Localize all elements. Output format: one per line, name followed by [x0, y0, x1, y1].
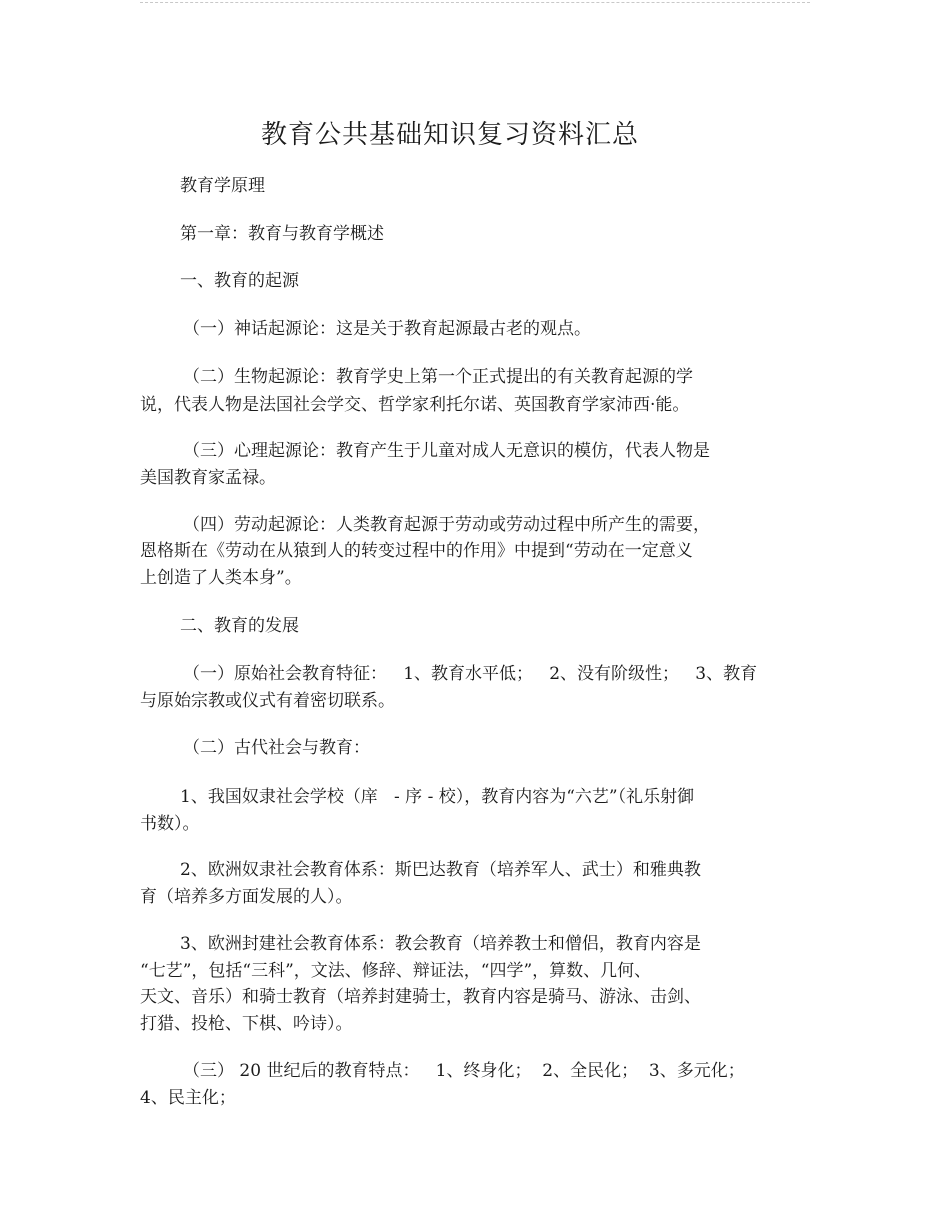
- section-heading-origin: 一、教育的起源: [180, 271, 299, 291]
- paragraph-ancient-3-line4: 打猎、投枪、下棋、吟诗）。: [140, 1014, 353, 1034]
- paragraph-modern-line2: 4、民主化；: [140, 1088, 236, 1108]
- paragraph-ancient-heading: （二）古代社会与教育：: [183, 738, 370, 758]
- paragraph-psych-origin-line2: 美国教育家孟禄。: [140, 468, 276, 488]
- chapter-heading: 第一章：教育与教育学概述: [180, 224, 384, 244]
- paragraph-primitive-line2: 与原始宗教或仪式有着密切联系。: [140, 691, 395, 711]
- document-title: 教育公共基础知识复习资料汇总: [260, 120, 639, 150]
- paragraph-primitive-line1: （一）原始社会教育特征： 1、教育水平低； 2、没有阶级性； 3、教育: [183, 664, 758, 684]
- paragraph-ancient-2-line1: 2、欧洲奴隶社会教育体系：斯巴达教育（培养军人、武士）和雅典教: [180, 860, 701, 880]
- paragraph-modern-line1: （三） 20 世纪后的教育特点： 1、终身化； 2、全民化； 3、多元化；: [183, 1061, 745, 1081]
- paragraph-labor-origin-line2: 恩格斯在《劳动在从猿到人的转变过程中的作用》中提到“劳动在一定意义: [140, 541, 693, 561]
- paragraph-ancient-2-line2: 育（培养多方面发展的人）。: [140, 887, 353, 907]
- subject-heading: 教育学原理: [180, 176, 265, 196]
- paragraph-ancient-3-line1: 3、欧洲封建社会教育体系：教会教育（培养教士和僧侣，教育内容是: [180, 934, 701, 954]
- paragraph-ancient-1-line2: 书数）。: [140, 814, 200, 834]
- paragraph-ancient-1-line1: 1、我国奴隶社会学校（庠 - 序 - 校），教育内容为“六艺”（礼乐射御: [180, 787, 695, 807]
- paragraph-bio-origin-line2: 说，代表人物是法国社会学交、哲学家利托尔诺、英国教育学家沛西·能。: [140, 395, 690, 415]
- paragraph-labor-origin-line1: （四）劳动起源论：人类教育起源于劳动或劳动过程中所产生的需要，: [183, 515, 710, 535]
- paragraph-ancient-3-line3: 天文、音乐）和骑士教育（培养封建骑士，教育内容是骑马、游泳、击剑、: [140, 987, 701, 1007]
- section-heading-development: 二、教育的发展: [180, 616, 299, 636]
- paragraph-myth-origin: （一）神话起源论：这是关于教育起源最古老的观点。: [183, 319, 591, 339]
- paragraph-ancient-3-line2: “七艺”，包括“三科”，文法、修辞、辩证法，“四学”，算数、几何、: [140, 961, 652, 981]
- page-top-border: [140, 2, 810, 3]
- paragraph-bio-origin-line1: （二）生物起源论：教育学史上第一个正式提出的有关教育起源的学: [183, 367, 693, 387]
- paragraph-psych-origin-line1: （三）心理起源论：教育产生于儿童对成人无意识的模仿，代表人物是: [183, 441, 710, 461]
- paragraph-labor-origin-line3: 上创造了人类本身”。: [140, 568, 302, 588]
